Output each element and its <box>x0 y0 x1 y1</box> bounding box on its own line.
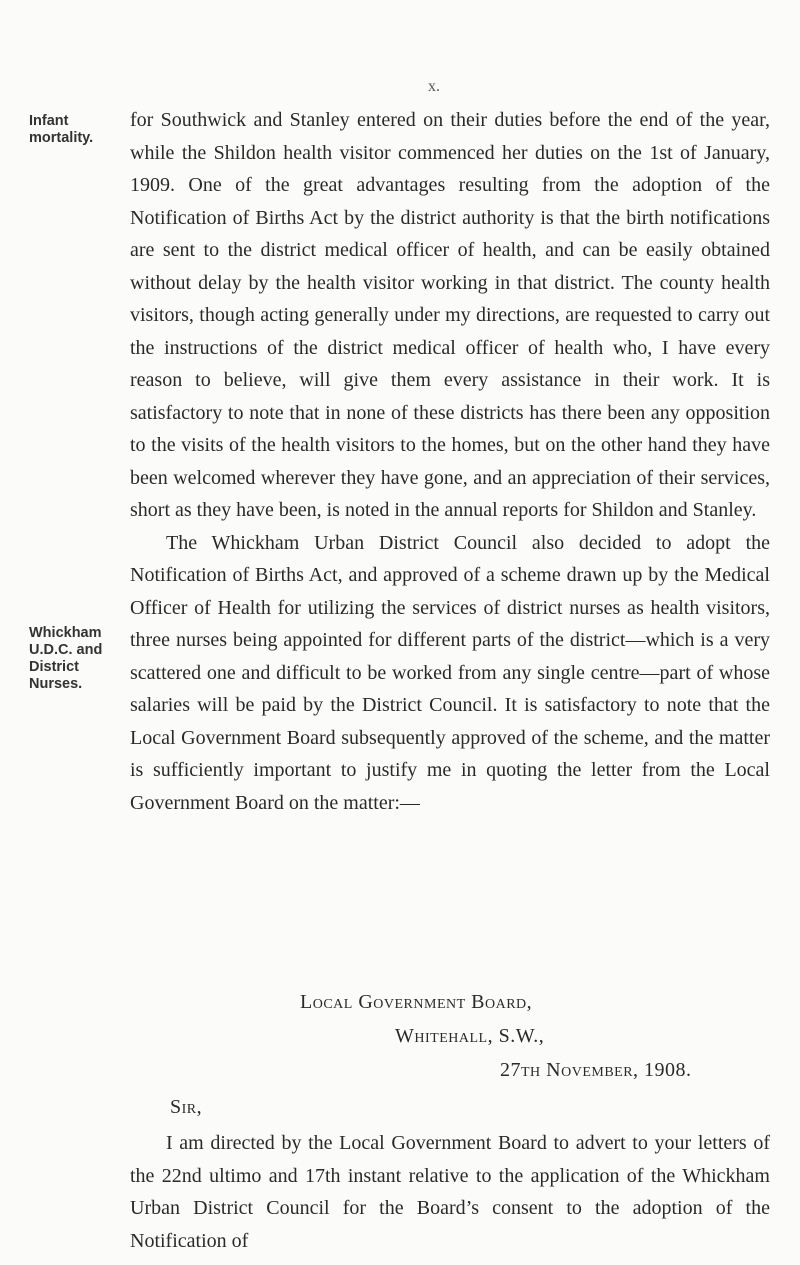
paragraph-2: The Whickham Urban District Council also decided to adopt the Notification of Births Act, and approved of a scheme drawn up by the Medical Officer of Health for utilizing the services of district nurses as health visitors, three nurses being appointed for different parts of the district—which is a very scattered one and difficult to be worked from any single centre—part of whose salaries will be paid by the District Council. It is satisfactory to note that the Local Government Board subsequently approved of the scheme, and the matter is sufficiently important to justify me in quoting the letter from the Local Government Board on the matter:— <box>130 531 770 814</box>
letter-salutation: Sir, <box>170 1096 203 1118</box>
marginal-note-infant-mortality <box>29 113 93 147</box>
marginal-note-whickham-nurses <box>29 625 102 693</box>
letter-heading-sender: Local Government Board, <box>300 991 533 1013</box>
marginal-note-line: U.D.C. and <box>29 642 103 658</box>
marginal-note-line: Whickham <box>29 625 102 641</box>
marginal-note-line: District <box>29 659 79 675</box>
letter-body-text: I am directed by the Local Government Board to advert to your letters of the 22nd ultimo and 17th instant relative to the application of the Whickham Urban District Council for the Board’s consent to the adoption of the Notification of <box>130 1132 770 1252</box>
paragraph-1: for Southwick and Stanley entered on their duties before the end of the year, while the Shildon health visitor commenced her duties on the 1st of January, 1909. One of the great advantages resulting from the adoption of the Notification of Births Act by the district authority is that the birth notifications are sent to the district medical officer of health, and can be easily obtained without delay by the health visitor working in that district. The county health visitors, though acting generally under my directions, are requested to carry out the instructions of the district medical officer of health who, I have every reason to believe, will give them every assistance in their work. It is satisfactory to note that in none of these districts has there been any opposition to the visits of the health visitors to the homes, but on the other hand they have been welcomed wherever they have gone, and an appreciation of their services, short as they have been, is noted in the annual reports for Shildon and Stanley. <box>130 109 770 521</box>
marginal-note-line: Infant <box>29 113 69 129</box>
marginal-note-line: Nurses. <box>29 676 83 692</box>
letter-heading-address: Whitehall, S.W., <box>395 1025 545 1047</box>
letter-body <box>130 1127 770 1257</box>
page-number: x. <box>428 78 440 95</box>
marginal-note-line: mortality. <box>29 130 94 146</box>
letter-heading-date: 27th November, 1908. <box>500 1059 692 1081</box>
body-text <box>130 104 770 819</box>
